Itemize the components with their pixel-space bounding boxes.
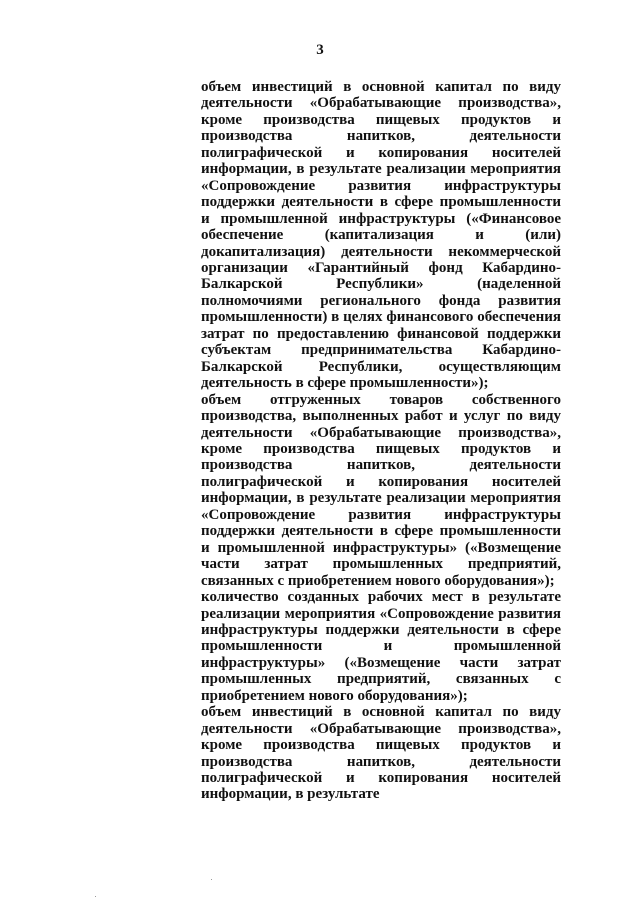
page-number: 3 <box>316 42 324 58</box>
scan-artifact-dot <box>95 896 96 897</box>
paragraph-shipped-goods-volume: объем отгруженных товаров собственного производства, выполненных работ и услуг по виду деятельности «Обрабатывающие производства», кроме производства пищевых продуктов и производства напитков, деятельности полиграфической и копирования носителей информации, в результате реализации мероприятия «Сопровождение развития инфраструктуры поддержки деятельности в сфере промышленности и промышленной инфраструктуры» («Возмещение части затрат промышленных предприятий, связанных с приобретением нового оборудования»); <box>201 391 561 589</box>
body-text <box>201 79 561 803</box>
paragraph-investment-volume-continued: объем инвестиций в основной капитал по виду деятельности «Обрабатывающие производства», кроме производства пищевых продуктов и производства напитков, деятельности полиграфической и копирования носителей информации, в результате <box>201 704 561 803</box>
paragraph-investment-volume: объем инвестиций в основной капитал по виду деятельности «Обрабатывающие производства», кроме производства пищевых продуктов и производства напитков, деятельности полиграфической и копирования носителей информации, в результате реализации мероприятия «Сопровождение развития инфраструктуры поддержки деятельности в сфере промышленности и промышленной инфраструктуры («Финансовое обеспечение (капитализация и (или) докапитализация) деятельности некоммерческой организации «Гарантийный фонд Кабардино-Балкарской Республики» (наделенной полномочиями регионального фонда развития промышленности) в целях финансового обеспечения затрат по предоставлению финансовой поддержки субъектам предпринимательства Кабардино-Балкарской Республики, осуществляющим деятельность в сфере промышленности»); <box>201 79 561 392</box>
paragraph-created-jobs-count: количество созданных рабочих мест в результате реализации мероприятия «Сопровождение развития инфраструктуры поддержки деятельности в сфере промышленности и промышленной инфраструктуры» («Возмещение части затрат промышленных предприятий, связанных с приобретением нового оборудования»); <box>201 589 561 704</box>
scan-artifact-dot <box>211 879 212 880</box>
